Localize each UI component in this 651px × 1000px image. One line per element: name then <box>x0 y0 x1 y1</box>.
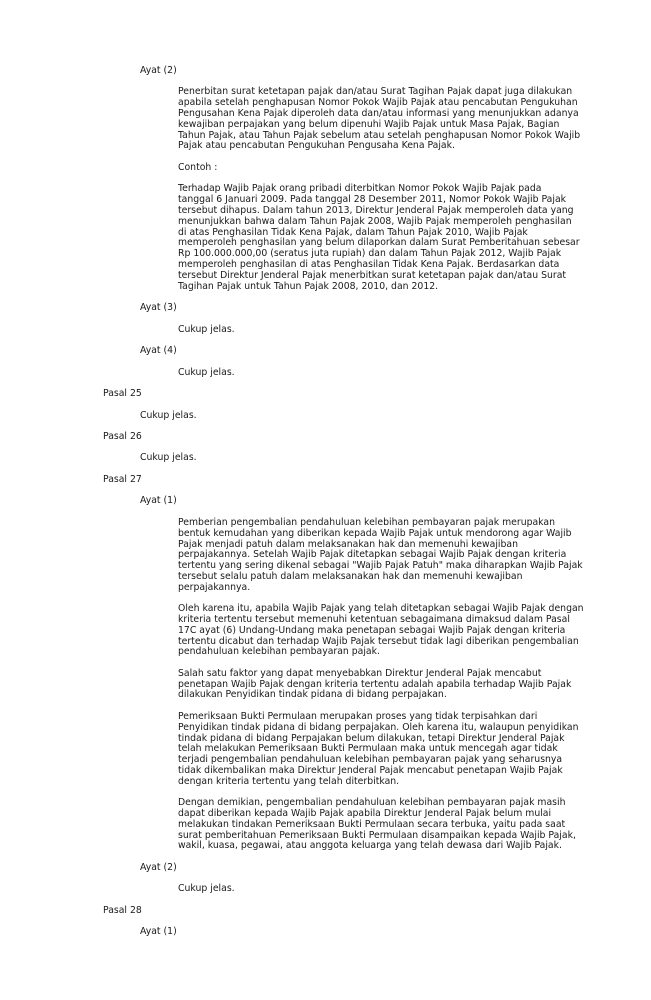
text-line: Cukup jelas. <box>178 366 235 378</box>
ayat-heading <box>0 66 651 77</box>
text-line: Pengusahan Kena Pajak diperoleh data dan/atau informasi yang menunjukkan adanya <box>178 108 579 120</box>
text-line: Penyidikan tindak pidana di bidang perpajakan. Oleh karena itu, walaupun penyidikan <box>178 721 579 733</box>
text-line: Pasal 25 <box>103 388 142 400</box>
text-line: menunjukkan bahwa dalam Tahun Pajak 2008, Wajib Pajak memperoleh penghasilan <box>178 215 572 227</box>
text-line: kriteria tertentu tersebut memenuhi ketentuan sebagaimana dimaksud dalam Pasal <box>178 614 570 625</box>
text-line: Ayat (4) <box>140 345 177 357</box>
ayat-heading <box>0 303 651 314</box>
paragraph <box>0 87 651 152</box>
text-line: tidak dikembalikan maka Direktur Jenderal Pajak mencabut penetapan Wajib Pajak <box>178 764 563 776</box>
text-line: Ayat (1) <box>140 495 177 507</box>
text-line: Pajak atau pencabutan Pengukuhan Pengusaha Kena Pajak. <box>178 140 455 152</box>
paragraph <box>0 884 651 895</box>
text-line: bentuk kemudahan yang diberikan kepada Wajib Pajak untuk mendorong agar Wajib <box>178 527 572 539</box>
text-line: Cukup jelas. <box>178 323 235 335</box>
text-line: kewajiban perpajakan yang belum dipenuhi Wajib Pajak untuk Masa Pajak, Bagian <box>178 118 560 130</box>
text-line: Terhadap Wajib Pajak orang pribadi diterbitkan Nomor Pokok Wajib Pajak pada <box>178 183 542 195</box>
text-line: perpajakannya. Setelah Wajib Pajak ditetapkan sebagai Wajib Pajak dengan kriteria <box>178 549 567 561</box>
text-line: tanggal 6 Januari 2009. Pada tanggal 28 Desember 2011, Nomor Pokok Wajib Pajak <box>178 194 567 206</box>
paragraph <box>0 411 651 422</box>
pasal-heading <box>0 432 651 443</box>
text-line: pendahuluan kelebihan pembayaran pajak. <box>178 646 380 658</box>
paragraph <box>0 798 651 852</box>
text-line: tersebut selalu patuh dalam melaksanakan hak dan memenuhi kewajiban <box>178 570 523 582</box>
text-line: Cukup jelas. <box>140 452 197 464</box>
paragraph <box>0 163 651 174</box>
text-line: wakil, kuasa, pegawai, atau anggota keluarga yang telah dewasa dari Wajib Pajak. <box>178 840 562 852</box>
text-line: Rp 100.000.000,00 (seratus juta rupiah) dan dalam Tahun Pajak 2012, Wajib Pajak <box>178 248 562 260</box>
pasal-heading <box>0 906 651 917</box>
text-line: dilakukan Penyidikan tindak pidana di bidang perpajakan. <box>178 689 447 701</box>
text-line: Pasal 26 <box>103 431 142 442</box>
text-line: perpajakannya. <box>178 581 251 593</box>
text-line: Ayat (2) <box>140 65 177 76</box>
paragraph <box>0 368 651 379</box>
text-line: Penerbitan surat ketetapan pajak dan/atau Surat Tagihan Pajak dapat juga dilakukan <box>178 86 573 98</box>
pasal-heading <box>0 475 651 486</box>
text-line: tertentu yang sering dikenal sebagai "Wajib Pajak Patuh" maka diharapkan Wajib Pajak <box>178 560 583 572</box>
text-line: Pasal 27 <box>103 473 142 485</box>
ayat-heading <box>0 496 651 507</box>
text-line: penetapan Wajib Pajak dengan kriteria tertentu adalah apabila terhadap Wajib Pajak <box>178 678 572 690</box>
text-line: memperoleh penghasilan yang belum dilaporkan dalam Surat Pemberitahuan sebesar <box>178 237 580 249</box>
text-line: Contoh : <box>178 161 218 173</box>
text-line: telah melakukan Pemeriksaan Bukti Permulaan maka untuk mencegah agar tidak <box>178 743 558 755</box>
text-line: Dengan demikian, pengembalian pendahuluan kelebihan pembayaran pajak masih <box>178 797 566 809</box>
pasal-heading <box>0 389 651 400</box>
text-line: Tagihan Pajak untuk Tahun Pajak 2008, 2010, dan 2012. <box>178 280 439 292</box>
text-line: surat pemberitahuan Pemeriksaan Bukti Permulaan disampaikan kepada Wajib Pajak, <box>178 829 576 841</box>
paragraph <box>0 712 651 788</box>
text-line: di atas Penghasilan Tidak Kena Pajak, dalam Tahun Pajak 2010, Wajib Pajak <box>178 226 528 238</box>
paragraph <box>0 453 651 464</box>
text-line: apabila setelah penghapusan Nomor Pokok Wajib Pajak atau pencabutan Pengukuhan <box>178 97 578 109</box>
text-line: tertentu dicabut dan terhadap Wajib Pajak tersebut tidak lagi diberikan pengembalian <box>178 635 579 647</box>
text-line: Pajak menjadi patuh dalam melaksanakan hak dan memenuhi kewajiban <box>178 538 518 550</box>
text-line: Ayat (1) <box>140 926 177 938</box>
ayat-heading <box>0 927 651 938</box>
text-line: tindak pidana di bidang Perpajakan belum dilakukan, tetapi Direktur Jenderal Pajak <box>178 732 565 744</box>
text-line: Pasal 28 <box>103 904 142 916</box>
text-line: melakukan tindakan Pemeriksaan Bukti Permulaan secara terbuka, yaitu pada saat <box>178 818 566 830</box>
text-line: Oleh karena itu, apabila Wajib Pajak yang telah ditetapkan sebagai Wajib Pajak dengan <box>178 603 584 615</box>
text-line: 17C ayat (6) Undang-Undang maka penetapan sebagai Wajib Pajak dengan kriteria <box>178 624 566 636</box>
paragraph <box>0 184 651 292</box>
text-line: Ayat (2) <box>140 861 177 873</box>
text-line: Salah satu faktor yang dapat menyebabkan Direktur Jenderal Pajak mencabut <box>178 667 542 679</box>
document-page <box>0 66 651 949</box>
text-line: Pemberian pengembalian pendahuluan kelebihan pembayaran pajak merupakan <box>178 516 555 528</box>
text-line: tersebut Direktur Jenderal Pajak menerbitkan surat ketetapan pajak dan/atau Surat <box>178 269 567 281</box>
ayat-heading <box>0 346 651 357</box>
text-line: Cukup jelas. <box>178 883 235 895</box>
paragraph <box>0 325 651 336</box>
text-line: Tahun Pajak, atau Tahun Pajak sebelum atau setelah penghapusan Nomor Pokok Wajib <box>178 129 581 141</box>
text-line: terjadi pengembalian pendahuluan kelebihan pembayaran pajak yang seharusnya <box>178 754 563 766</box>
text-line: Ayat (3) <box>140 302 177 314</box>
text-line: tersebut dihapus. Dalam tahun 2013, Direktur Jenderal Pajak memperoleh data yang <box>178 205 574 217</box>
paragraph <box>0 518 651 594</box>
paragraph <box>0 669 651 701</box>
ayat-heading <box>0 863 651 874</box>
text-line: Pemeriksaan Bukti Permulaan merupakan proses yang tidak terpisahkan dari <box>178 710 538 722</box>
paragraph <box>0 604 651 658</box>
text-line: memperoleh penghasilan di atas Penghasilan Tidak Kena Pajak. Berdasarkan data <box>178 259 560 271</box>
text-line: dapat diberikan kepada Wajib Pajak apabila Direktur Jenderal Pajak belum mulai <box>178 808 552 820</box>
text-line: dengan kriteria tertentu yang telah diterbitkan. <box>178 775 400 787</box>
text-line: Cukup jelas. <box>140 409 197 421</box>
